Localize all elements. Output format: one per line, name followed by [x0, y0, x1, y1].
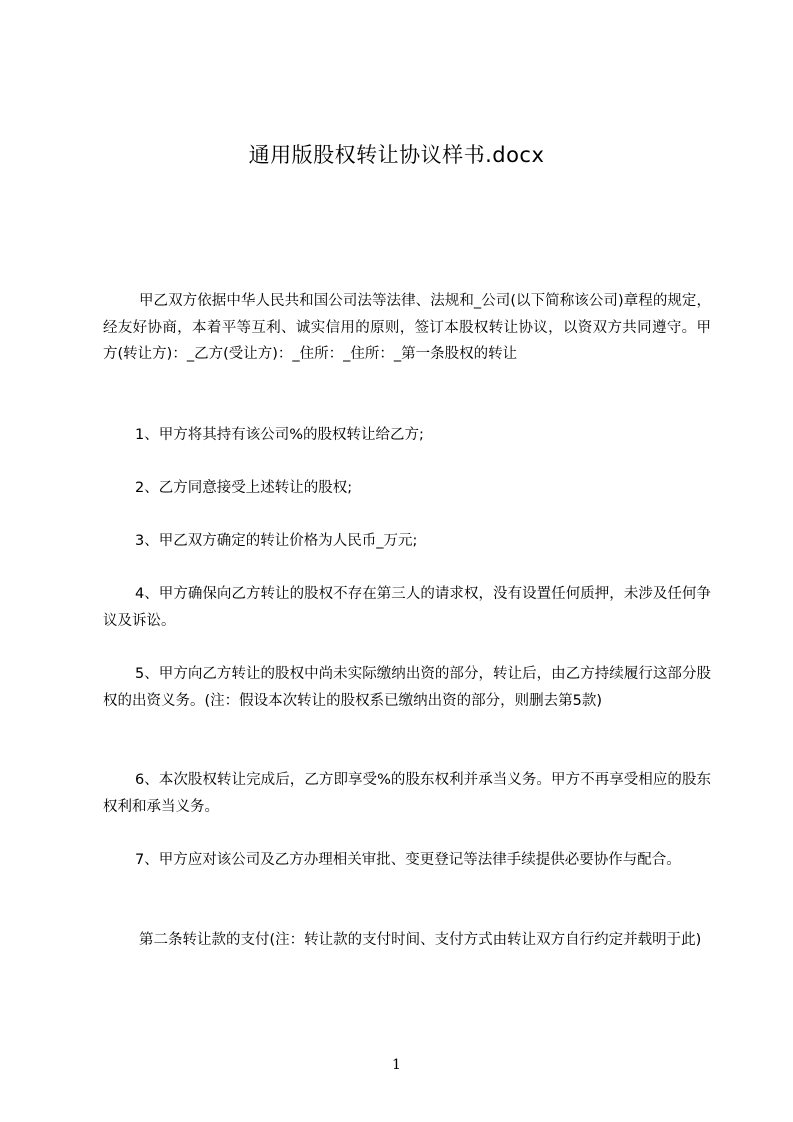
paragraph-clause-6: 6、本次股权转让完成后，乙方即享受%的股东权利并承当义务。甲方不再享受相应的股东权利和承当义务。 [103, 772, 711, 815]
paragraph-clause-3: 3、甲乙双方确定的转让价格为人民币_万元; [135, 533, 418, 549]
paragraph-intro: 甲乙双方依据中华人民共和国公司法等法律、法规和_公司(以下简称该公司)章程的规定，经友好协商，本着平等互利、诚实信用的原则，签订本股权转让协议，以资双方共同遵守。甲方(转让方)：_乙方(受让方)：_住所：_住所：_第一条股权的转让 [103, 293, 711, 362]
paragraph-article-2: 第二条转让款的支付(注：转让款的支付时间、支付方式由转让双方自行约定并载明于此) [139, 932, 702, 948]
paragraph-clause-4: 4、甲方确保向乙方转让的股权不存在第三人的请求权，没有设置任何质押，未涉及任何争议及诉讼。 [103, 586, 711, 629]
document-title: 通用版股权转让协议样书.docx [248, 143, 545, 167]
paragraph-clause-5: 5、甲方向乙方转让的股权中尚未实际缴纳出资的部分，转让后，由乙方持续履行这部分股权的出资义务。(注：假设本次转让的股权系已缴纳出资的部分，则删去第5款) [103, 666, 711, 709]
page-number: 1 [392, 1057, 401, 1073]
paragraph-clause-7: 7、甲方应对该公司及乙方办理相关审批、变更登记等法律手续提供必要协作与配合。 [135, 852, 681, 868]
paragraph-clause-1: 1、甲方将其持有该公司%的股权转让给乙方; [135, 427, 424, 443]
paragraph-clause-2: 2、乙方同意接受上述转让的股权; [135, 480, 353, 496]
